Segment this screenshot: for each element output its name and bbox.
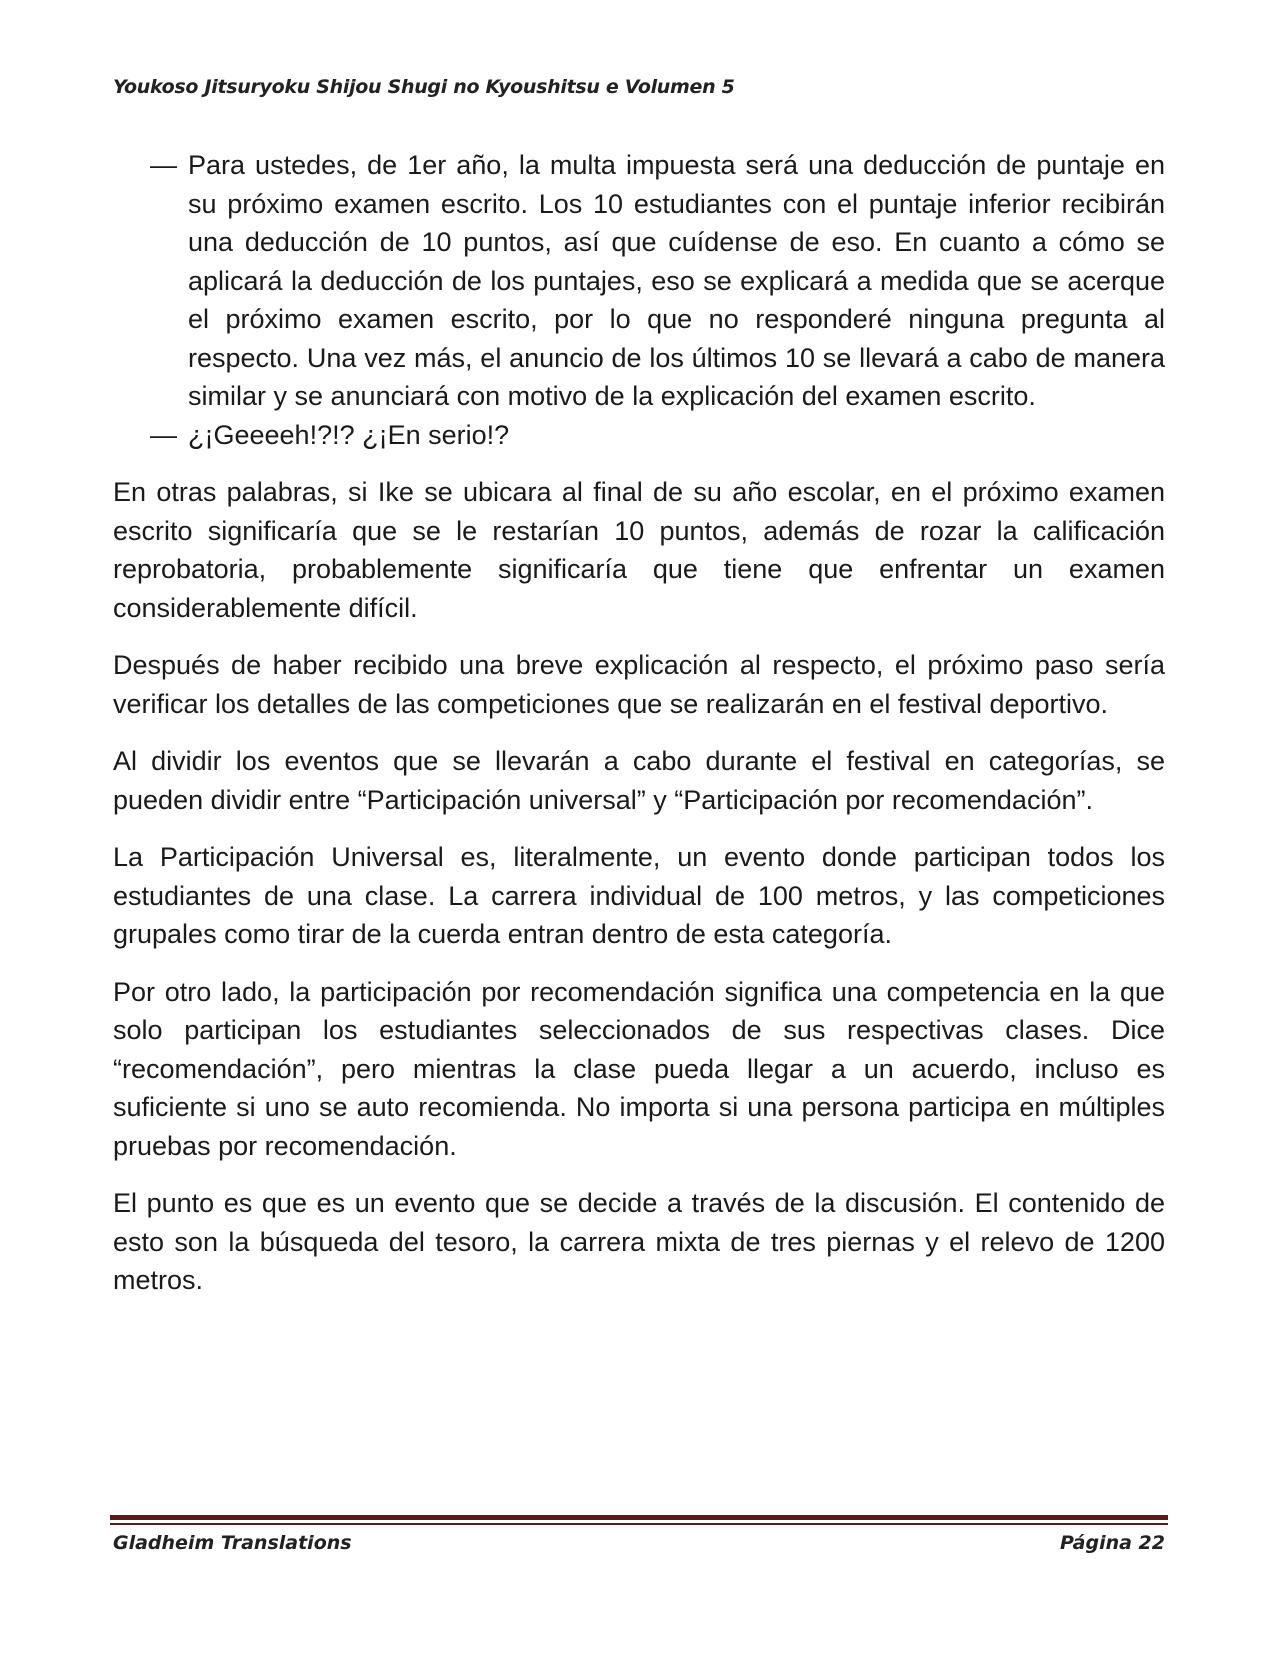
dialogue-dash: — — [150, 419, 177, 450]
footer-rule-thin — [110, 1523, 1168, 1525]
paragraph-3: Al dividir los eventos que se llevarán a cabo durante el festival en categorías, se pueden dividir entre “Participación universal” y “Participación por recomendación”. — [113, 746, 1165, 815]
paragraph-6: El punto es que es un evento que se decide a través de la discusión. El contenido de esto son la búsqueda del tesoro, la carrera mixta de tres piernas y el relevo de 1200 metros. — [113, 1188, 1165, 1295]
paragraph-4: La Participación Universal es, literalmente, un evento donde participan todos los estudiantes de una clase. La carrera individual de 100 metros, y las competiciones grupales como tirar de la cuerda entran dentro de esta categoría. — [113, 842, 1165, 949]
dialogue-dash: — — [150, 150, 177, 180]
page-content — [113, 146, 1165, 1300]
footer-rule-thick — [110, 1515, 1168, 1520]
footer-credit: Gladheim Translations — [113, 1532, 352, 1554]
dialogue-line-2 — [113, 416, 1165, 455]
header-title: Youkoso Jitsuryoku Shijou Shugi no Kyoushitsu e Volumen 5 — [113, 76, 735, 98]
paragraph-1: En otras palabras, si Ike se ubicara al final de su año escolar, en el próximo examen escrito significaría que se le restarían 10 puntos, además de rozar la calificación reprobatoria, probablemente significaría que tiene que enfrentar un examen considerablemente difícil. — [113, 477, 1165, 623]
paragraph-5: Por otro lado, la participación por recomendación significa una competencia en la que solo participan los estudiantes seleccionados de sus respectivas clases. Dice “recomendación”, pero mientras la clase pueda llegar a un acuerdo, incluso es suficiente si uno se auto recomienda. No importa si una persona participa en múltiples pruebas por recomendación. — [113, 976, 1165, 1161]
dialogue-text: Para ustedes, de 1er año, la multa impuesta será una deducción de puntaje en su próximo examen escrito. Los 10 estudiantes con el puntaje inferior recibirán una deducción de 10 puntos, así que cuídense de eso. En cuanto a cómo se aplicará la deducción de los puntajes, eso se explicará a medida que se acerque el próximo examen escrito, por lo que no responderé ninguna pregunta al respecto. Una vez más, el anuncio de los últimos 10 se llevará a cabo de manera similar y se anunciará con motivo de la explicación del examen escrito. — [188, 150, 1165, 411]
page-number: Página 22 — [1059, 1532, 1165, 1554]
dialogue-line-1 — [113, 146, 1165, 416]
dialogue-text: ¿¡Geeeeh!?!? ¿¡En serio!? — [188, 419, 510, 450]
paragraph-2: Después de haber recibido una breve explicación al respecto, el próximo paso sería verificar los detalles de las competiciones que se realizarán en el festival deportivo. — [113, 650, 1165, 719]
